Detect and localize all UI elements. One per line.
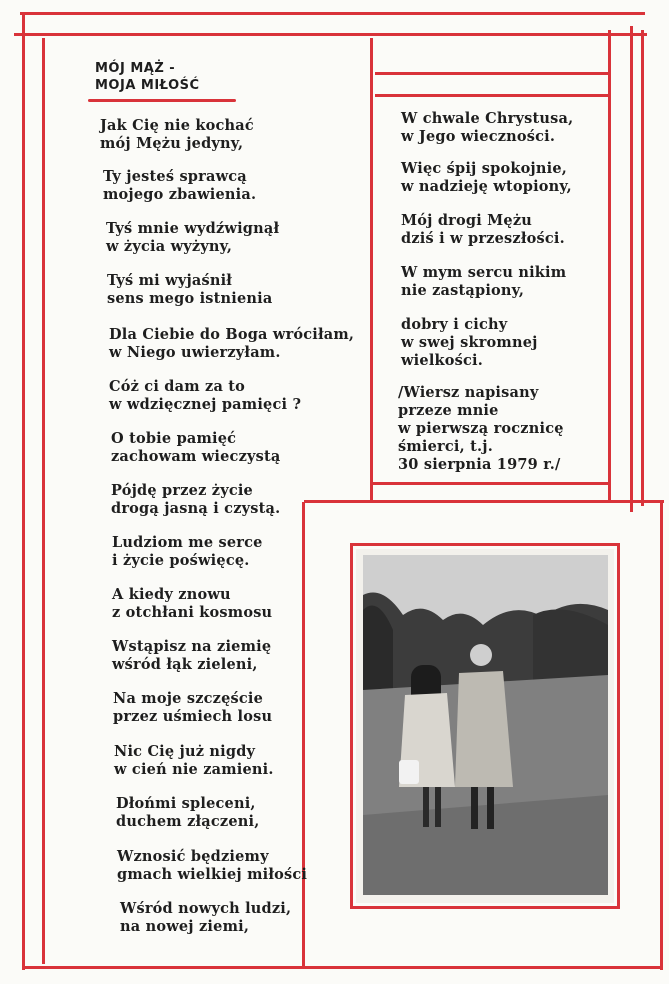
verse-line: w wdzięcznej pamięci ? xyxy=(109,396,302,413)
title-underline xyxy=(88,99,236,102)
verse-line: Wznosić będziemy xyxy=(117,848,269,865)
verse-line: Na moje szczęście xyxy=(113,690,264,707)
verse-line: zachowam wieczystą xyxy=(111,448,281,465)
stanza xyxy=(111,482,280,518)
stanza xyxy=(112,534,263,570)
couple-photo xyxy=(363,555,608,895)
verse-line: 30 sierpnia 1979 r./ xyxy=(398,456,561,473)
verse-line: mojego zbawienia. xyxy=(103,186,257,203)
verse-line: śmierci, t.j. xyxy=(398,438,493,455)
poem-title xyxy=(95,60,200,94)
verse-line: przez uśmiech losu xyxy=(113,708,273,725)
verse-line: W mym sercu nikim xyxy=(401,264,567,281)
verse-line: w pierwszą rocznicę xyxy=(398,420,564,437)
couple-photo-image xyxy=(363,555,608,895)
verse-line: wśród łąk zieleni, xyxy=(112,656,258,673)
verse-line: Dłońmi spleceni, xyxy=(116,795,256,812)
verse-line: gmach wielkiej miłości xyxy=(117,866,308,883)
stanza xyxy=(106,220,279,256)
stanza xyxy=(109,378,301,414)
verse-line: mój Mężu jedyny, xyxy=(100,135,244,152)
verse-line: Dla Ciebie do Boga wróciłam, xyxy=(109,326,355,343)
verse-line: w cień nie zamieni. xyxy=(114,761,274,778)
stanza xyxy=(103,168,256,204)
verse-line: W chwale Chrystusa, xyxy=(401,110,574,127)
verse-line: Nic Cię już nigdy xyxy=(114,743,256,760)
stanza xyxy=(120,900,291,936)
verse-line: A kiedy znowu xyxy=(112,586,231,603)
stanza xyxy=(401,160,572,196)
verse-line: na nowej ziemi, xyxy=(120,918,250,935)
stanza xyxy=(114,743,274,779)
verse-line: drogą jasną i czystą. xyxy=(111,500,281,517)
verse-line: Tyś mi wyjaśnił xyxy=(107,272,233,289)
verse-line: w Jego wieczności. xyxy=(401,128,556,145)
verse-line: z otchłani kosmosu xyxy=(112,604,273,621)
verse-line: Cóż ci dam za to xyxy=(109,378,246,395)
verse-line: wielkości. xyxy=(401,352,483,369)
verse-line: O tobie pamięć xyxy=(111,430,237,447)
verse-line: w nadzieję wtopiony, xyxy=(401,178,572,195)
stanza xyxy=(112,638,271,674)
verse-line: nie zastąpiony, xyxy=(401,282,525,299)
verse-line: Ludziom me serce xyxy=(112,534,263,551)
stanza xyxy=(401,110,573,146)
stanza xyxy=(116,795,259,831)
stanza xyxy=(109,326,354,362)
stanza xyxy=(401,316,538,370)
verse-line: duchem złączeni, xyxy=(116,813,260,830)
stanza xyxy=(401,212,565,248)
poem-title-line-1: MÓJ MĄŻ - xyxy=(95,61,176,76)
verse-line: Mój drogi Mężu xyxy=(401,212,533,229)
stanza xyxy=(401,264,566,300)
verse-line: sens mego istnienia xyxy=(107,290,273,307)
verse-line: przeze mnie xyxy=(398,402,499,419)
verse-line: i życie poświęcę. xyxy=(112,552,250,569)
stanza xyxy=(100,117,254,153)
verse-line: Wśród nowych ludzi, xyxy=(120,900,292,917)
verse-line: dobry i cichy xyxy=(401,316,508,333)
verse-line: dziś i w przeszłości. xyxy=(401,230,565,247)
stanza xyxy=(107,272,272,308)
stanza xyxy=(398,384,564,474)
verse-line: w swej skromnej xyxy=(401,334,538,351)
verse-line: /Wiersz napisany xyxy=(398,384,539,401)
stanza xyxy=(112,586,272,622)
stanza xyxy=(111,430,281,466)
verse-line: w życia wyżyny, xyxy=(106,238,233,255)
verse-line: Tyś mnie wydźwignął xyxy=(106,220,280,237)
verse-line: w Niego uwierzyłam. xyxy=(109,344,281,361)
verse-line: Pójdę przez życie xyxy=(111,482,253,499)
stanza xyxy=(113,690,272,726)
verse-line: Więc śpij spokojnie, xyxy=(401,160,568,177)
verse-line: Wstąpisz na ziemię xyxy=(112,638,272,655)
stanza xyxy=(117,848,307,884)
poem-title-line-2: MOJA MIŁOŚĆ xyxy=(95,78,200,93)
verse-line: Jak Cię nie kochać xyxy=(100,117,254,134)
verse-line: Ty jesteś sprawcą xyxy=(103,168,247,185)
